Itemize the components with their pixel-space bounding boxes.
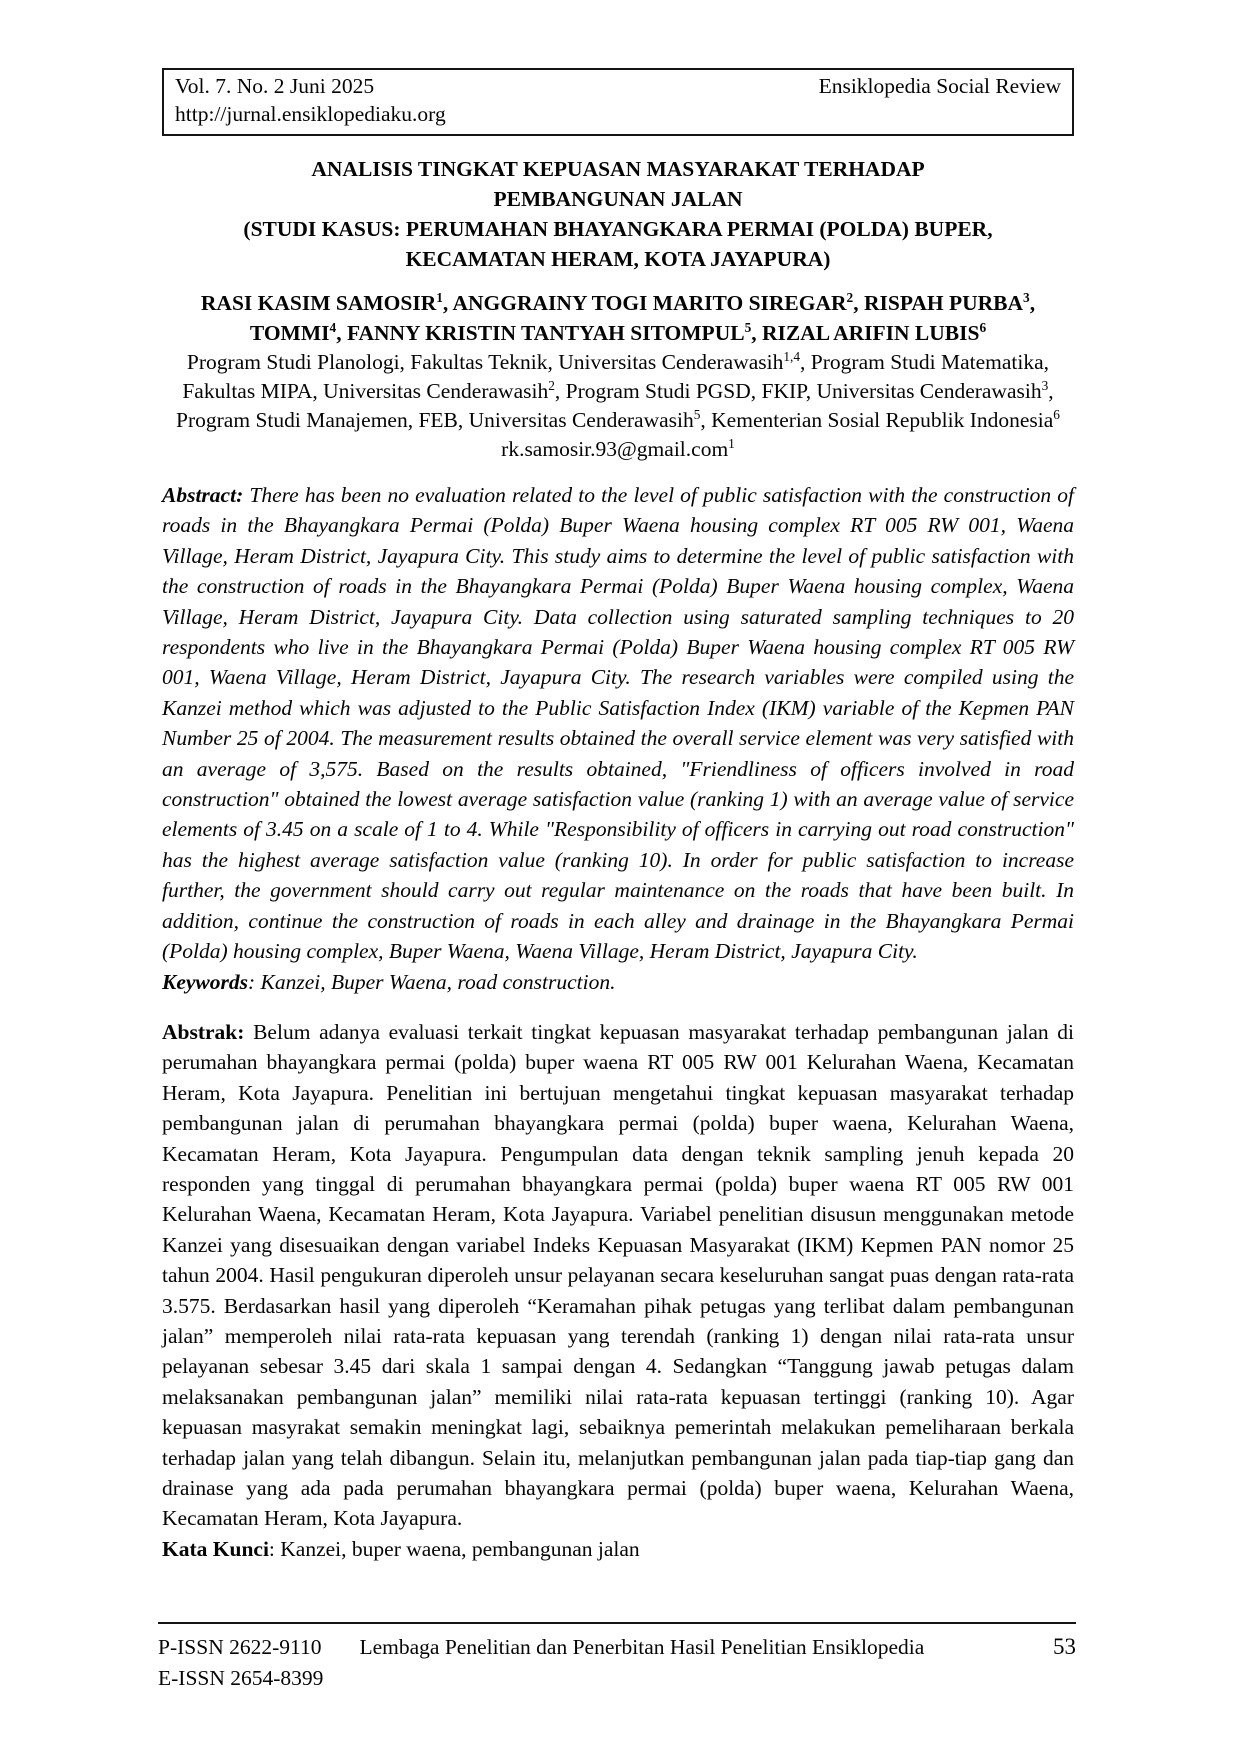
page-number: 53 [1053, 1634, 1076, 1659]
abstract-label: Abstract: [162, 483, 244, 507]
author-separator: , [1029, 291, 1036, 315]
affiliation-text: Program Studi Manajemen, FEB, Universitas Cenderawasih [176, 408, 694, 432]
author-superscript: 4 [329, 319, 337, 335]
affiliation-text: Program Studi PGSD, FKIP, Universitas Cenderawasih [565, 379, 1042, 403]
author-separator: , [853, 291, 864, 315]
author [347, 321, 762, 345]
author-separator: , [751, 321, 762, 345]
author-name: ANGGRAINY TOGI MARITO SIREGAR [452, 291, 847, 315]
author [453, 291, 864, 315]
page-footer [158, 1622, 1076, 1694]
affiliation-text: Program Studi Planologi, Fakultas Teknik, Universitas Cenderawasih [186, 350, 784, 374]
author [762, 321, 986, 345]
journal-name: Ensiklopedia Social Review [818, 74, 1061, 98]
affiliation-separator: , [554, 379, 566, 403]
keywords-text: : Kanzei, Buper Waena, road construction. [248, 969, 616, 994]
keywords-label: Keywords [162, 969, 248, 994]
author-separator: , [442, 291, 453, 315]
authors-block [162, 288, 1074, 348]
author-name: RIZAL ARIFIN LUBIS [761, 321, 980, 345]
author-superscript: 2 [846, 289, 854, 305]
publisher-name: Lembaga Penelitian dan Penerbitan Hasil Penelitian Ensiklopedia [359, 1635, 925, 1659]
affiliation-separator: , [700, 408, 712, 432]
author-superscript: 5 [744, 319, 752, 335]
affiliations-block [162, 348, 1074, 435]
author-superscript: 1 [436, 289, 443, 305]
abstrak-text: Belum adanya evaluasi terkait tingkat kepuasan masyarakat terhadap pembangunan jalan di perumahan bhayangkara permai (polda) buper waena RT 005 RW 001 Kelurahan Waena, Kecamatan Heram, Kota Jayapura. Penelitian ini bertujuan mengetahui tingkat kepuasan masyarakat terhadap pembangunan jalan di perumahan bhayangkara permai (polda) buper waena, Kelurahan Waena, Kecamatan Heram, Kota Jayapura. Pengumpulan data dengan teknik sampling jenuh kepada 20 responden yang tinggal di perumahan bhayangkara permai (polda) buper waena RT 005 RW 001 Kelurahan Waena, Kecamatan Heram, Kota Jayapura. Variabel penelitian disusun menggunakan metode Kanzei yang disesuaikan dengan variabel Indeks Kepuasan Masyarakat (IKM) Kepmen PAN nomor 25 tahun 2004. Hasil pengukuran diperoleh unsur pelayanan secara keseluruhan sangat puas dengan rata-rata 3.575. Berdasarkan hasil yang diperoleh “Keramahan pihak petugas yang terlibat dalam pembangunan jalan” memperoleh nilai rata-rata kepuasan yang terendah (ranking 1) dengan nilai rata-rata unsur pelayanan sebesar 3.45 dari skala 1 sampai dengan 4. Sedangkan “Tanggung jawab petugas dalam melaksanakan pembangunan jalan” memiliki nilai rata-rata kepuasan tertinggi (ranking 10). Agar kepuasan masyrakat semakin meningkat lagi, sebaiknya pemerintah melakukan pemeliharaan berkala terhadap jalan yang telah dibangun. Selain itu, melanjutkan pembangunan jalan pada tiap-tiap gang dan drainase yang ada pada perumahan bhayangkara permai (polda) buper waena, Kelurahan Waena, Kecamatan Heram, Kota Jayapura. [162, 1019, 1074, 1531]
author [250, 321, 347, 345]
footer-row [158, 1631, 1076, 1663]
affiliation-superscript: 1,4 [783, 348, 801, 364]
affiliation-superscript: 6 [1053, 406, 1060, 422]
keywords-indonesian [162, 1534, 1074, 1564]
author [201, 291, 453, 315]
journal-volume: Vol. 7. No. 2 Juni 2025 [175, 74, 375, 98]
paper-title [162, 154, 1074, 274]
page-content [162, 68, 1074, 1564]
author [864, 291, 1035, 315]
affiliation-text: Program Studi Matematika, Fakultas MIPA, Universitas Cenderawasih [182, 350, 1050, 403]
author-superscript: 6 [979, 319, 987, 335]
affiliation [187, 350, 811, 374]
journal-header-box [162, 68, 1074, 136]
affiliation-superscript: 5 [693, 406, 701, 422]
journal-url: http://jurnal.ensiklopediaku.org [175, 102, 446, 126]
abstract-indonesian [162, 1017, 1074, 1534]
affiliation-superscript: 3 [1041, 377, 1049, 393]
affiliation [566, 379, 1054, 403]
affiliation [711, 408, 1060, 432]
e-issn: E-ISSN 2654-8399 [158, 1666, 324, 1690]
keywords-english [162, 967, 1074, 997]
abstract-text: There has been no evaluation related to the level of public satisfaction with the construction of roads in the Bhayangkara Permai (Polda) Buper Waena housing complex RT 005 RW 001, Waena Village, Heram District, Jayapura City. This study aims to determine the level of public satisfaction with the construction of roads in the Bhayangkara Permai (Polda) Buper Waena housing complex, Waena Village, Heram District, Jayapura City. Data collection using saturated sampling techniques to 20 respondents who live in the Bhayangkara Permai (Polda) Buper Waena housing complex RT 005 RW 001, Waena Village, Heram District, Jayapura City. The research variables were compiled using the Kanzei method which was adjusted to the Public Satisfaction Index (IKM) variable of the Kepmen PAN Number 25 of 2004. The measurement results obtained the overall service element was very satisfied with an average of 3,575. Based on the results obtained, "Friendliness of officers involved in road construction" obtained the lowest average satisfaction value (ranking 1) with an average value of service elements of 3.45 on a scale of 1 to 4. While "Responsibility of officers in carrying out road construction" has the highest average satisfaction value (ranking 10). In order for public satisfaction to increase further, the government should carry out regular maintenance on the roads that have been built. In addition, continue the construction of roads in each alley and drainage in the Bhayangkara Permai (Polda) housing complex, Buper Waena, Waena Village, Heram District, Jayapura City. [162, 483, 1075, 964]
affiliation-superscript: 2 [548, 377, 555, 393]
author-email: rk.samosir.93@gmail.com [501, 437, 729, 461]
affiliation-separator: , [1048, 379, 1054, 403]
affiliation-text: Kementerian Sosial Republik Indonesia [711, 408, 1054, 432]
title-line: ANALISIS TINGKAT KEPUASAN MASYARAKAT TERHADAP [311, 157, 925, 181]
title-line: (STUDI KASUS: PERUMAHAN BHAYANGKARA PERMAI (POLDA) BUPER, [243, 217, 993, 241]
p-issn: P-ISSN 2622-9110 [158, 1635, 322, 1659]
author-name: RASI KASIM SAMOSIR [200, 291, 437, 315]
author-superscript: 3 [1023, 289, 1030, 305]
author-separator: , [336, 321, 347, 345]
affiliation [176, 408, 711, 432]
abstrak-label: Abstrak: [162, 1019, 245, 1044]
email-line [162, 435, 1074, 464]
kata-kunci-text: : Kanzei, buper waena, pembangunan jalan [268, 1536, 640, 1561]
author-name: TOMMI [249, 321, 330, 345]
author-name: RISPAH PURBA [863, 291, 1024, 315]
journal-header-row [175, 72, 1061, 100]
email-superscript: 1 [728, 435, 735, 451]
authors-line [162, 318, 1074, 348]
authors-line [162, 288, 1074, 318]
author-name: FANNY KRISTIN TANTYAH SITOMPUL [346, 321, 745, 345]
abstract-english [162, 480, 1074, 967]
title-line: PEMBANGUNAN JALAN [493, 187, 743, 211]
title-line: KECAMATAN HERAM, KOTA JAYAPURA) [405, 247, 831, 271]
kata-kunci-label: Kata Kunci [162, 1536, 269, 1561]
affiliation-separator: , [800, 350, 811, 374]
